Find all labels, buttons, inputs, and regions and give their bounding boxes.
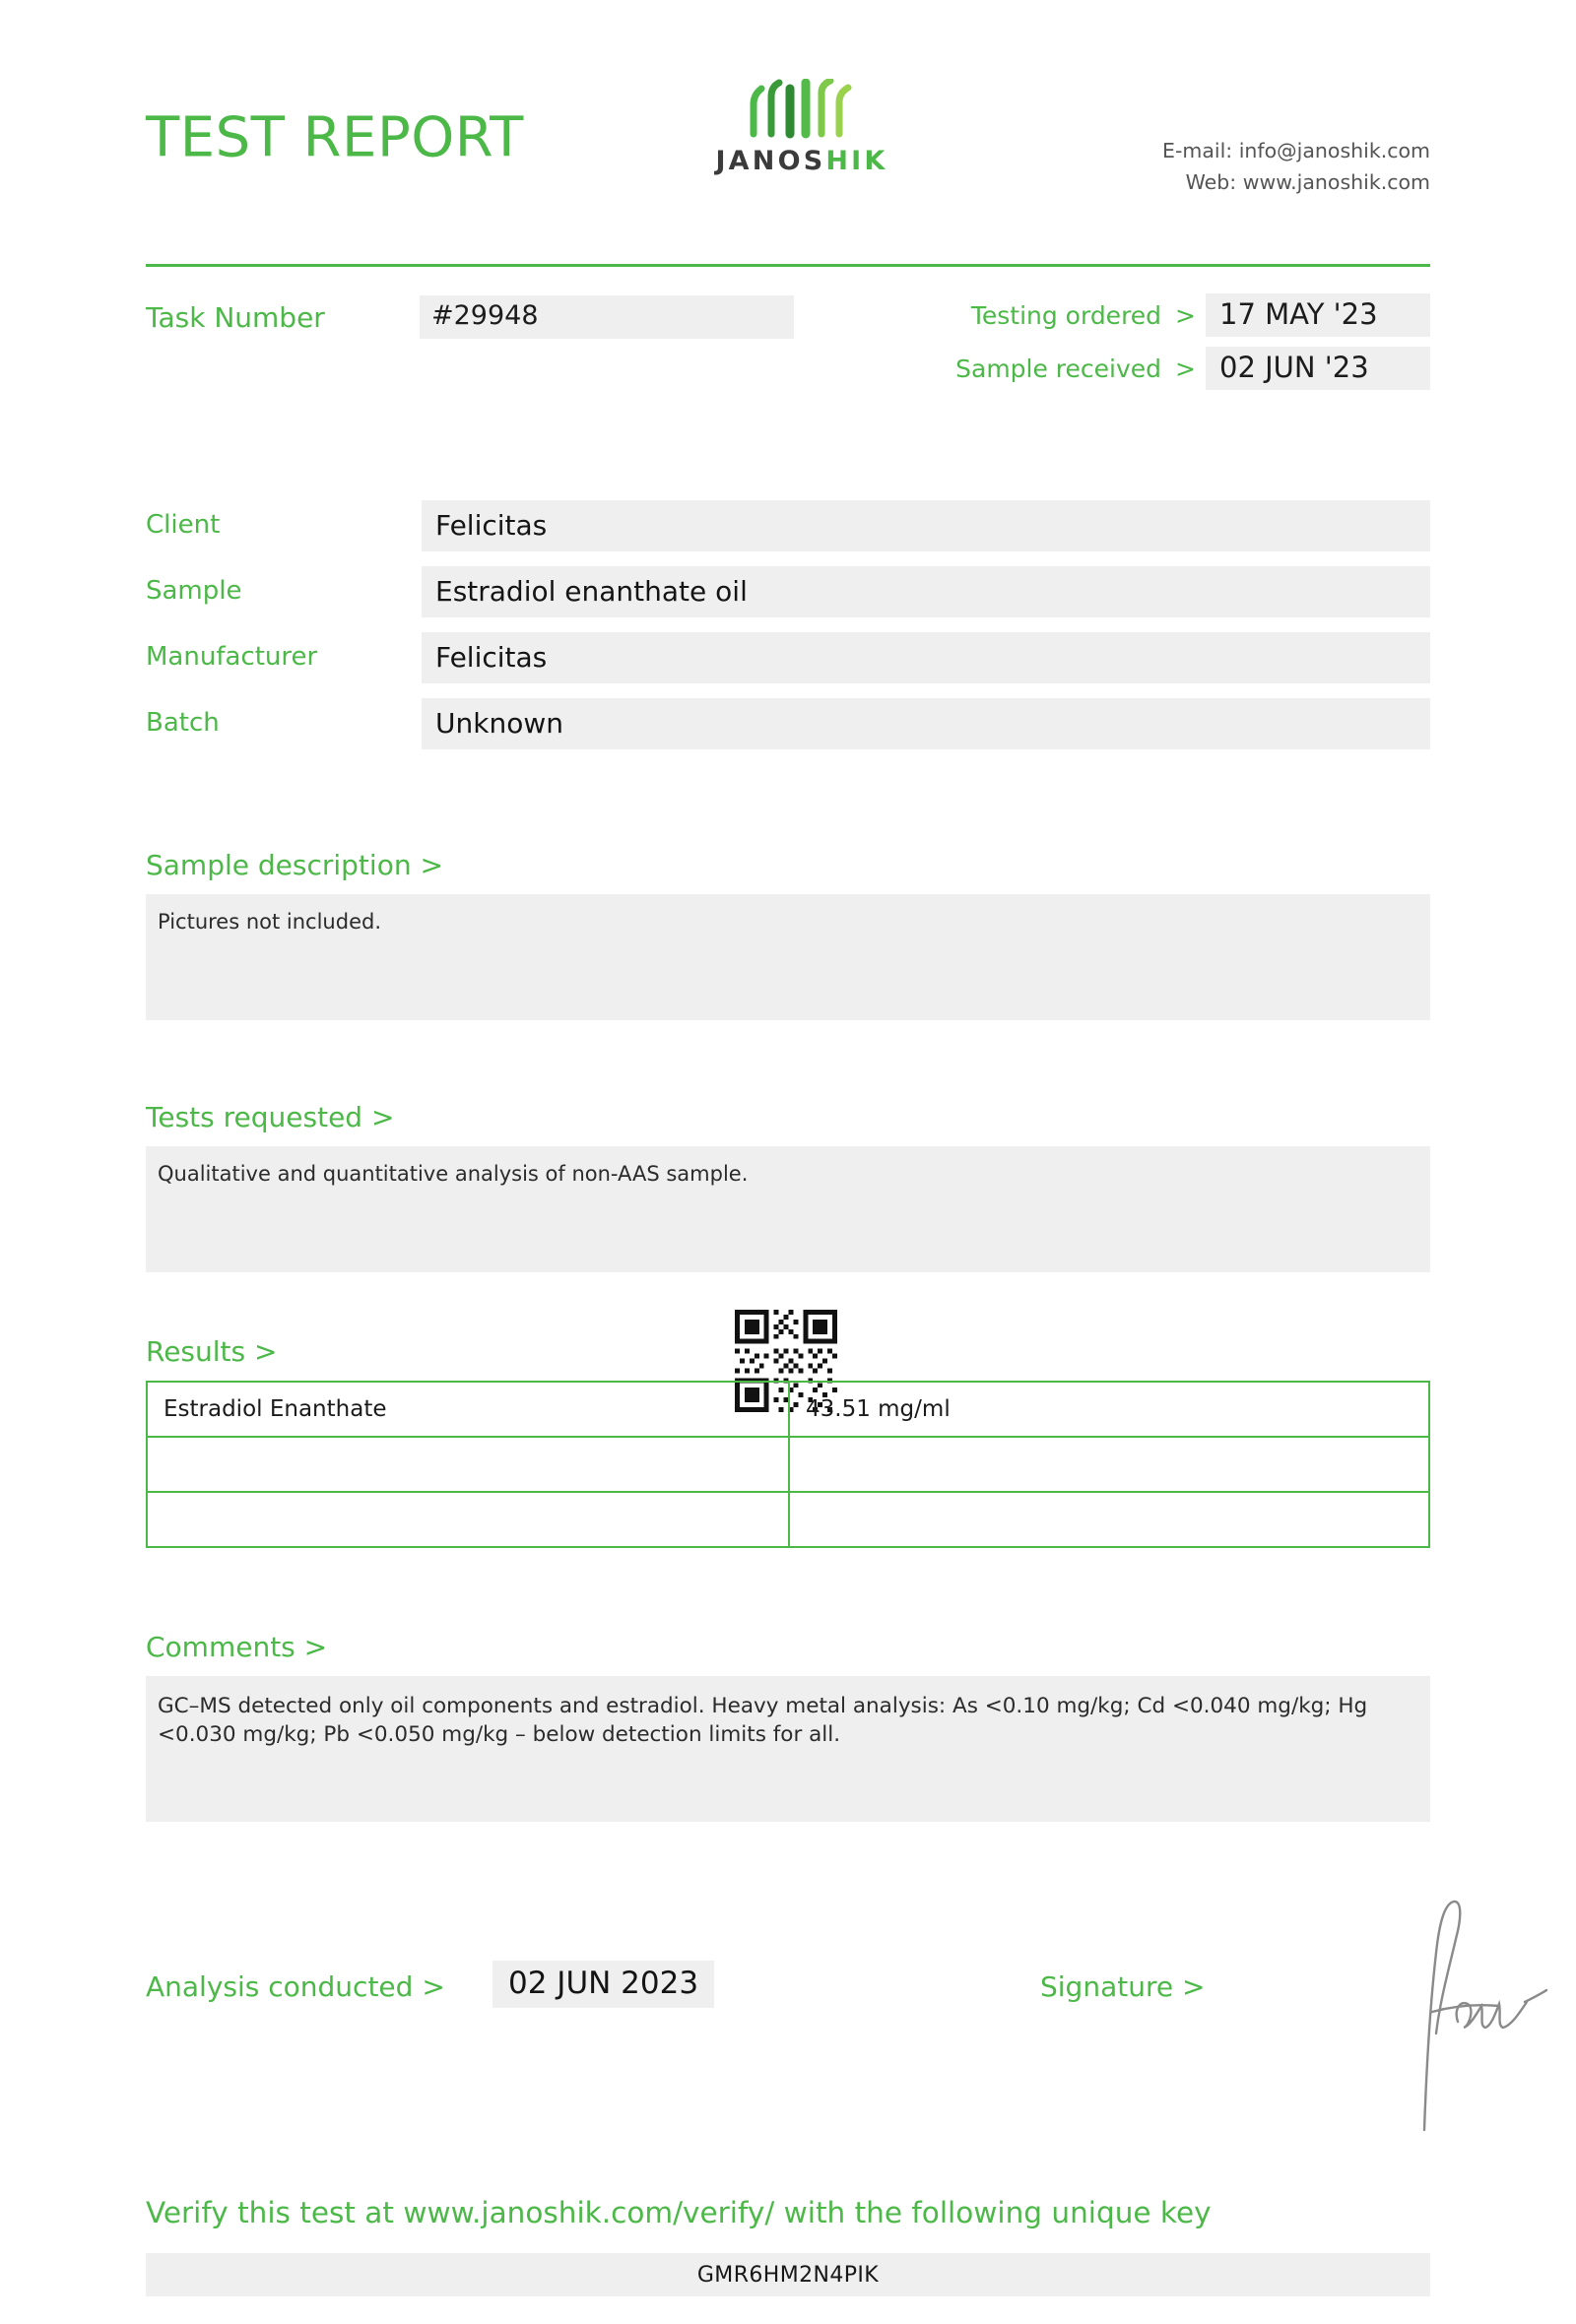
info-value-manufacturer: Felicitas xyxy=(422,632,1430,683)
handwritten-signature-icon xyxy=(1397,1896,1574,2132)
testing-ordered-caret: > xyxy=(1175,300,1196,330)
info-row-client xyxy=(146,500,1430,551)
info-value-batch: Unknown xyxy=(422,698,1430,749)
comments-title: Comments > xyxy=(146,1631,328,1663)
task-number-label: Task Number xyxy=(146,301,325,334)
analysis-conducted-label: Analysis conducted > xyxy=(146,1970,445,2003)
tests-requested-section xyxy=(146,1101,1430,1272)
report-header xyxy=(146,0,1430,197)
info-label-batch: Batch xyxy=(146,708,220,738)
info-row-batch xyxy=(146,698,1430,749)
sample-info-table xyxy=(146,500,1430,764)
result-compound-value xyxy=(789,1492,1429,1547)
mountain-logo-icon xyxy=(693,79,910,142)
info-label-client: Client xyxy=(146,510,221,540)
sample-description-section xyxy=(146,849,1430,1020)
info-label-manufacturer: Manufacturer xyxy=(146,642,318,672)
brand-logo xyxy=(693,79,910,176)
table-row xyxy=(147,1382,1429,1437)
task-and-dates-row xyxy=(146,295,1430,414)
result-compound-value: 43.51 mg/ml xyxy=(789,1382,1429,1437)
task-number-value: #29948 xyxy=(420,295,794,339)
tests-requested-body: Qualitative and quantitative analysis of non-AAS sample. xyxy=(146,1146,1430,1272)
brand-logo-text-green: HIK xyxy=(825,146,888,176)
brand-logo-text-dark: JANOS xyxy=(715,146,826,176)
testing-ordered-value: 17 MAY '23 xyxy=(1206,293,1430,337)
signature-label: Signature > xyxy=(1040,1970,1206,2003)
result-compound-name xyxy=(147,1437,789,1492)
comments-body: GC–MS detected only oil components and estradiol. Heavy metal analysis: As <0.10 mg/kg; Cd <0.040 mg/kg; Hg <0.030 mg/kg; Pb <0.050 mg/kg – below detection limits for all. xyxy=(146,1676,1430,1822)
result-compound-value xyxy=(789,1437,1429,1492)
verify-text: Verify this test at www.janoshik.com/verify/ with the following unique key xyxy=(146,2196,1212,2229)
header-divider xyxy=(146,264,1430,267)
sample-received-caret: > xyxy=(1175,354,1196,383)
sample-description-title: Sample description > xyxy=(146,849,443,881)
info-row-manufacturer xyxy=(146,632,1430,683)
sample-received-label: Sample received xyxy=(955,354,1162,383)
contact-email: E-mail: info@janoshik.com xyxy=(1162,139,1430,162)
testing-ordered-row xyxy=(820,291,1430,339)
contact-info xyxy=(1162,136,1430,199)
dates-block xyxy=(820,291,1430,398)
result-compound-name xyxy=(147,1492,789,1547)
testing-ordered-label: Testing ordered xyxy=(970,300,1162,330)
info-value-client: Felicitas xyxy=(422,500,1430,551)
table-row xyxy=(147,1437,1429,1492)
contact-web: Web: www.janoshik.com xyxy=(1185,169,1430,194)
results-table xyxy=(146,1381,1430,1548)
analysis-conducted-value: 02 JUN 2023 xyxy=(492,1961,714,2008)
sample-description-body: Pictures not included. xyxy=(146,894,1430,1020)
brand-logo-text xyxy=(693,146,910,176)
results-title: Results > xyxy=(146,1335,278,1368)
info-row-sample xyxy=(146,566,1430,617)
result-compound-name: Estradiol Enanthate xyxy=(147,1382,789,1437)
info-label-sample: Sample xyxy=(146,576,242,606)
sample-received-value: 02 JUN '23 xyxy=(1206,347,1430,390)
results-section xyxy=(146,1335,1430,1548)
tests-requested-title: Tests requested > xyxy=(146,1101,395,1133)
page-title: TEST REPORT xyxy=(146,105,524,170)
comments-section xyxy=(146,1631,1430,1822)
unique-key-value: GMR6HM2N4PIK xyxy=(146,2253,1430,2296)
info-value-sample: Estradiol enanthate oil xyxy=(422,566,1430,617)
sample-received-row xyxy=(820,345,1430,392)
table-row xyxy=(147,1492,1429,1547)
analysis-signature-row xyxy=(146,1955,1430,2181)
